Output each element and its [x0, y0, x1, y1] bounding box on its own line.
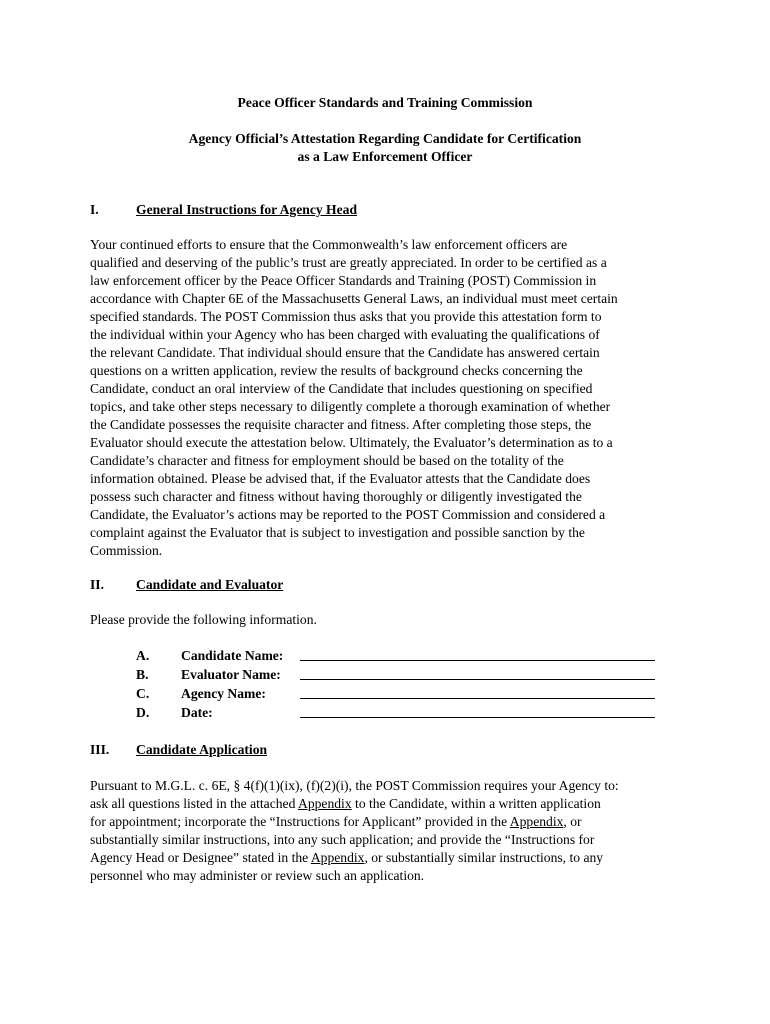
- section-3-heading: [90, 741, 267, 759]
- section-1-line: information obtained. Please be advised that, if the Evaluator attests that the Candidate does: [90, 471, 591, 486]
- section-1-line: the individual within your Agency who has been charged with evaluating the qualifications of: [90, 327, 600, 342]
- section-2-title: Candidate and Evaluator: [136, 577, 284, 592]
- document-subtitle-line1: Agency Official’s Attestation Regarding Candidate for Certification: [188, 131, 582, 146]
- field-label: Date:: [181, 705, 213, 720]
- section-1-line: possess such character and fitness without having thoroughly or diligently investigated the: [90, 489, 582, 504]
- field-label: Candidate Name:: [181, 648, 284, 663]
- section-1-line: qualified and deserving of the public’s trust are greatly appreciated. In order to be certified as a: [90, 255, 607, 270]
- agency-name-field[interactable]: [300, 698, 655, 699]
- field-letter: C.: [136, 686, 150, 701]
- field-letter: A.: [136, 648, 150, 663]
- text-run: Agency Head or Designee” stated in the: [90, 850, 311, 865]
- section-1-line: Candidate, conduct an oral interview of the Candidate that includes questioning on specified: [90, 381, 593, 396]
- section-3-paragraph: [90, 777, 690, 885]
- field-label: Agency Name:: [181, 686, 266, 701]
- section-1-line: Candidate, the Evaluator’s actions may be reported to the POST Commission and considered a: [90, 507, 606, 522]
- section-1-title: General Instructions for Agency Head: [136, 202, 358, 217]
- section-2-intro: Please provide the following information.: [90, 612, 317, 627]
- section-3-line: personnel who may administer or review such an application.: [90, 868, 425, 883]
- field-letter: D.: [136, 705, 150, 720]
- section-1-line: Candidate’s character and fitness for employment should be based on the totality of the: [90, 453, 564, 468]
- section-1-paragraph: [90, 236, 690, 560]
- candidate-name-field[interactable]: [300, 660, 655, 661]
- field-letter: B.: [136, 667, 149, 682]
- date-field[interactable]: [300, 717, 655, 718]
- section-3-line: [90, 849, 690, 867]
- section-1-heading: [90, 201, 357, 219]
- field-row-candidate-name: [136, 647, 676, 665]
- appendix-link[interactable]: Appendix: [298, 796, 352, 811]
- section-2-number: II.: [90, 577, 104, 592]
- section-3-title: Candidate Application: [136, 742, 268, 757]
- appendix-link[interactable]: Appendix: [509, 814, 564, 829]
- section-3-line: [90, 813, 690, 831]
- field-row-evaluator-name: [136, 666, 676, 684]
- section-1-line: Your continued efforts to ensure that the Commonwealth’s law enforcement officers are: [90, 237, 568, 252]
- section-1-line: the Candidate possesses the requisite character and fitness. After completing those steps, the: [90, 417, 592, 432]
- text-run: to the Candidate, within a written application: [351, 796, 601, 811]
- text-run: for appointment; incorporate the “Instructions for Applicant” provided in the: [90, 814, 510, 829]
- appendix-link[interactable]: Appendix: [310, 850, 365, 865]
- section-1-line: specified standards. The POST Commission thus asks that you provide this attestation form to: [90, 309, 602, 324]
- section-1-line: Evaluator should execute the attestation below. Ultimately, the Evaluator’s determination as to a: [90, 435, 613, 450]
- section-1-line: law enforcement officer by the Peace Officer Standards and Training (POST) Commission in: [90, 273, 597, 288]
- field-label: Evaluator Name:: [181, 667, 281, 682]
- section-2-heading: [90, 576, 283, 594]
- section-3-line: Pursuant to M.G.L. c. 6E, § 4(f)(1)(ix), (f)(2)(i), the POST Commission requires your Agency to:: [90, 778, 619, 793]
- section-1-line: questions on a written application, review the results of background checks concerning the: [90, 363, 583, 378]
- text-run: ask all questions listed in the attached: [90, 796, 299, 811]
- document-heading: Peace Officer Standards and Training Commission: [237, 95, 533, 110]
- section-3-line: [90, 795, 690, 813]
- text-run: , or: [563, 814, 582, 829]
- evaluator-name-field[interactable]: [300, 679, 655, 680]
- text-run: , or substantially similar instructions, to any: [364, 850, 604, 865]
- section-1-line: the relevant Candidate. That individual should ensure that the Candidate has answered certain: [90, 345, 600, 360]
- section-1-line: topics, and take other steps necessary to diligently complete a thorough examination of whether: [90, 399, 611, 414]
- section-1-number: I.: [90, 202, 99, 217]
- section-1-line: complaint against the Evaluator that is subject to investigation and possible sanction by the: [90, 525, 585, 540]
- section-1-line: accordance with Chapter 6E of the Massachusetts General Laws, an individual must meet certain: [90, 291, 618, 306]
- document-subtitle-line2: as a Law Enforcement Officer: [297, 149, 473, 164]
- field-row-date: [136, 704, 676, 722]
- field-row-agency-name: [136, 685, 676, 703]
- section-1-line: Commission.: [90, 543, 163, 558]
- section-3-line: substantially similar instructions, into any such application; and provide the “Instructions for: [90, 832, 595, 847]
- section-3-number: III.: [90, 742, 110, 757]
